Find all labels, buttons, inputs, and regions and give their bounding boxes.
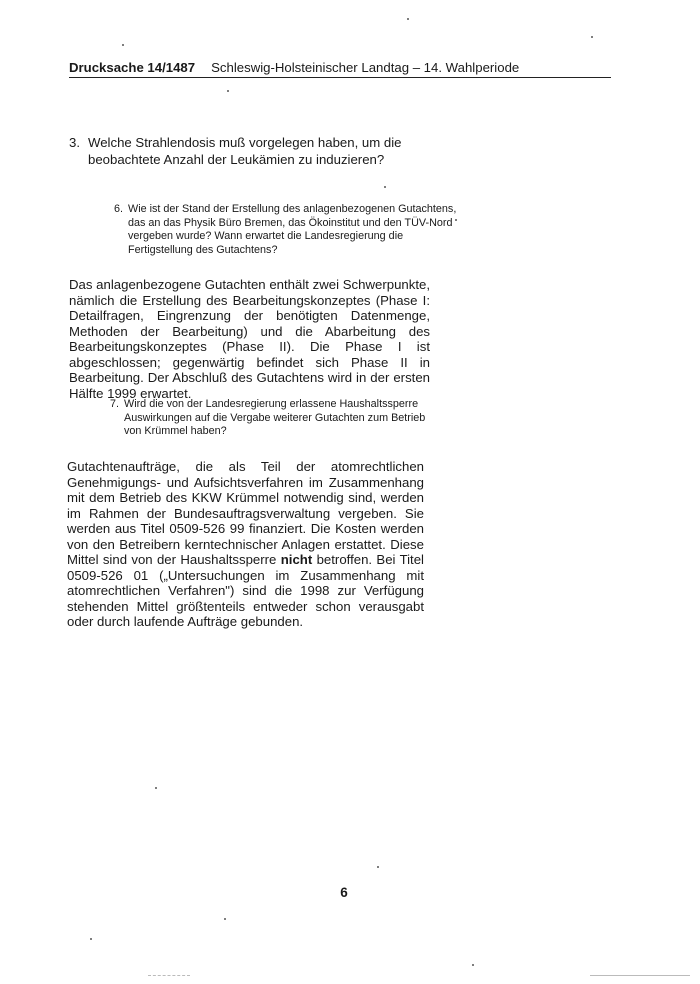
page-header: [69, 60, 610, 78]
scan-speck: [227, 90, 229, 92]
page-number: 6: [340, 885, 348, 900]
scan-speck: [224, 918, 226, 920]
scan-speck: [407, 18, 409, 20]
scan-speck: [155, 787, 157, 789]
scan-speck: [122, 44, 124, 46]
scan-speck: [377, 866, 379, 868]
scan-line: [148, 975, 190, 976]
scan-speck: [472, 964, 474, 966]
answer-7: [67, 459, 424, 630]
question-6: [114, 203, 466, 257]
question-text: Welche Strahlendosis muß vorgelegen haben, um die beobachtete Anzahl der Leukämien zu induzieren?: [88, 135, 402, 167]
scan-speck: [384, 186, 386, 188]
answer-text-part2: betroffen. Bei Titel 0509-526 01 („Untersuchungen im Zusammenhang mit atomrechtlichen Verfahren") sind die 1998 zur Verfügung stehenden Mittel größtenteils entweder schon verausgabt oder durch laufende Aufträge gebunden.: [67, 552, 424, 629]
scan-speck: [591, 36, 593, 38]
question-number: 3.: [69, 135, 80, 150]
question-text: Wird die von der Landesregierung erlassene Haushaltssperre Auswirkungen auf die Vergabe weiterer Gutachten zum Betrieb von Krümmel haben?: [124, 398, 426, 438]
question-3: [69, 135, 469, 168]
header-rule: [69, 77, 611, 78]
scan-speck: [455, 219, 457, 221]
document-number: Drucksache 14/1487: [69, 60, 196, 75]
question-number: 7.: [110, 398, 120, 410]
scan-line: [590, 975, 690, 976]
question-text: Wie ist der Stand der Erstellung des anlagenbezogenen Gutachtens, das an das Physik Büro Bremen, das Ökoinstitut und den TÜV-Nord vergeben wurde? Wann erwartet die Landesregierung die Fertigstellung des Gutachtens?: [128, 203, 457, 256]
answer-emphasis: nicht: [280, 552, 313, 567]
scan-speck: [90, 938, 92, 940]
answer-text-part1: Gutachtenaufträge, die als Teil der atomrechtlichen Genehmigungs- und Aufsichtsverfahren im Zusammenhang mit dem Betrieb des KKW Krümmel notwendig sind, werden im Rahmen der Bundesauftragsverwaltung vergeben. Sie werden aus Titel 0509-526 99 finanziert. Die Kosten werden von den Betreibern kerntechnischer Anlagen erstattet. Diese Mittel sind von der Haushaltssperre: [67, 459, 424, 567]
parliament-title: Schleswig-Holsteinischer Landtag – 14. Wahlperiode: [211, 60, 520, 75]
answer-6: Das anlagenbezogene Gutachten enthält zwei Schwerpunkte, nämlich die Erstellung des Bearbeitungskonzeptes (Phase I: Detailfragen, Eingrenzung der benötigten Datenmenge, Methoden der Bearbeitung) und die Abarbeitung des Bearbeitungskonzeptes (Phase II). Die Phase I ist abgeschlossen; gegenwärtig befindet sich Phase II in Bearbeitung. Der Abschluß des Gutachtens wird in der ersten Hälfte 1999 erwartet.: [69, 277, 430, 401]
question-7: [110, 398, 445, 439]
question-number: 6.: [114, 203, 124, 215]
